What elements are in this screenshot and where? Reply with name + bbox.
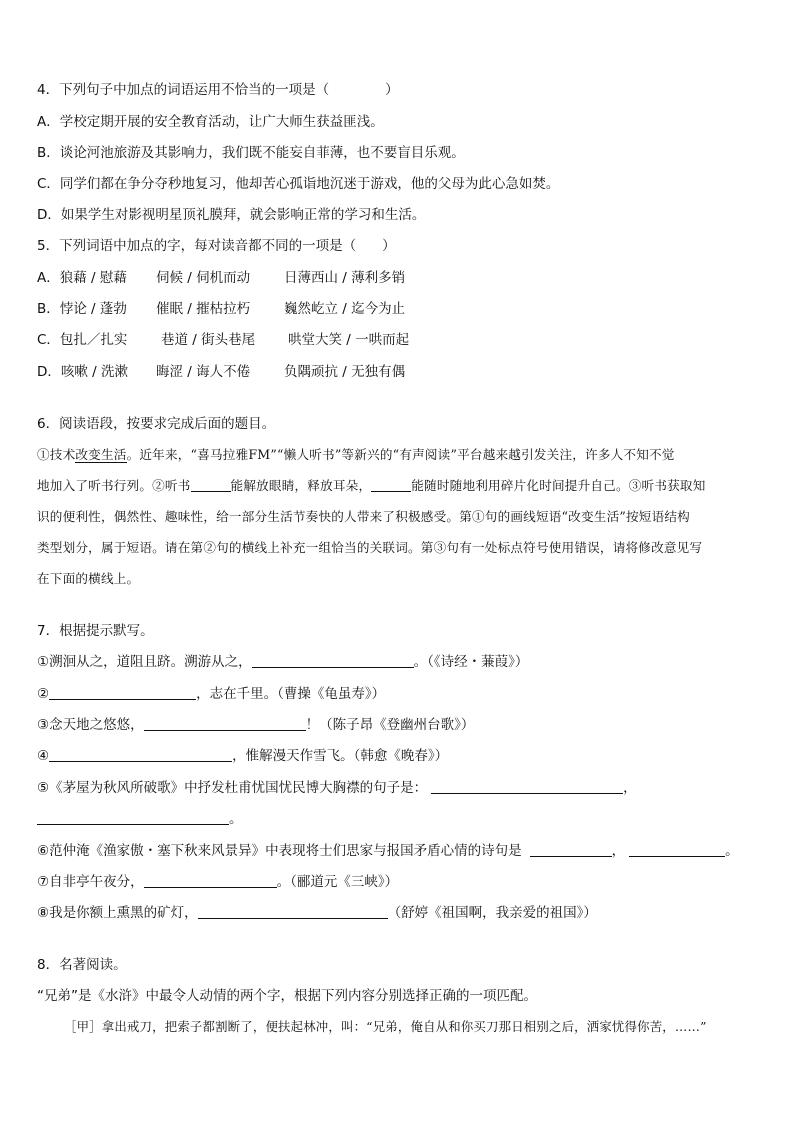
- q7-item-2: ② ，志在千里。（曹操《龟虽寿》）: [37, 686, 386, 702]
- q7-item-8: ⑧我是你额上熏黑的矿灯， （舒婷《祖国啊，我亲爱的祖国》）: [37, 905, 597, 921]
- q5-c-pair-1: C．包扎／扎实: [37, 332, 128, 348]
- q7-item-3: ③念天地之悠悠， ！（陈子昂《登幽州台歌》）: [37, 717, 475, 733]
- q5-b-pair-3: 巍然屹立 / 迄今为止: [284, 301, 406, 317]
- q5-a-pair-3: 日薄西山 / 薄利多销: [284, 270, 406, 286]
- q4-option-a: A．学校定期开展的安全教育活动，让广大师生获益匪浅。: [37, 114, 384, 130]
- q6-passage-line-1: ①技术改变生活。近年来，“喜马拉雅FM”“懒人听书”等新兴的“有声阅读”平台越来越引发关注，许多人不知不觉: [37, 447, 675, 462]
- q5-a-pair-2: 伺候 / 伺机而动: [156, 270, 251, 286]
- q4-option-d: D．如果学生对影视明星顶礼膜拜，就会影响正常的学习和生活。: [37, 207, 426, 223]
- q7-blank-8[interactable]: [198, 903, 388, 919]
- q7-item-5-cont: 。: [37, 809, 243, 829]
- q7-blank-6b[interactable]: [629, 841, 725, 857]
- q7-blank-1[interactable]: [252, 652, 414, 668]
- q5-b-pair-1: B．悖论 / 蓬勃: [37, 301, 127, 317]
- q7-item-6: ⑥范仲淹《渔家傲・塞下秋来风景异》中表现将士们思家与报国矛盾心情的诗句是 ， 。: [37, 843, 739, 859]
- q6-blank-2[interactable]: [371, 476, 411, 492]
- q7-blank-6a[interactable]: [530, 841, 612, 857]
- q7-blank-2[interactable]: [49, 684, 196, 700]
- q8-excerpt-jia: ［甲］拿出戒刀，把索子都割断了，便扶起林冲，叫：“兄弟，俺自从和你买刀那日相别之后，洒家忧得你苦，……”: [64, 1019, 707, 1034]
- q8-intro: “兄弟”是《水浒》中最令人动情的两个字，根据下列内容分别选择正确的一项匹配。: [37, 988, 537, 1004]
- q7-item-7: ⑦自非亭午夜分， 。（郦道元《三峡》）: [37, 874, 399, 890]
- q5-a-pair-1: A．狼藉 / 慰藉: [37, 270, 127, 286]
- q7-blank-5a[interactable]: [431, 778, 623, 794]
- q6-passage-line-3: 识的便利性，偶然性、趣味性，给一部分生活节奏快的人带来了积极感受。第①句的画线短语“改变生活”按短语结构: [37, 509, 690, 524]
- q7-blank-7[interactable]: [144, 872, 277, 888]
- q6-blank-1[interactable]: [191, 476, 231, 492]
- q8-stem: 8．名著阅读。: [37, 957, 127, 973]
- q4-option-b: B．谈论河池旅游及其影响力，我们既不能妄自菲薄，也不要盲目乐观。: [37, 145, 465, 161]
- q5-b-pair-2: 催眠 / 摧枯拉朽: [156, 301, 251, 317]
- q5-c-pair-3: 哄堂大笑 / 一哄而起: [288, 332, 410, 348]
- q4-stem: 4．下列句子中加点的词语运用不恰当的一项是（ ）: [37, 82, 399, 98]
- q5-stem: 5．下列词语中加点的字，每对读音都不同的一项是（ ）: [37, 238, 396, 254]
- q6-passage-line-5: 在下面的横线上。: [37, 571, 140, 586]
- q7-blank-3[interactable]: [144, 715, 306, 731]
- q5-d-pair-2: 晦涩 / 诲人不倦: [156, 364, 251, 380]
- q6-underlined-phrase: 改变生活: [75, 447, 127, 462]
- q7-item-5: ⑤《茅屋为秋风所破歌》中抒发杜甫忧国忧民博大胸襟的句子是： ，: [37, 780, 637, 796]
- q5-d-pair-3: 负隅顽抗 / 无独有偶: [284, 364, 406, 380]
- q6-passage-line-4: 类型划分，属于短语。请在第②句的横线上补充一组恰当的关联词。第③句有一处标点符号使用错误，请将修改意见写: [37, 540, 703, 555]
- q7-stem: 7．根据提示默写。: [37, 623, 154, 639]
- q5-c-pair-2: 巷道 / 街头巷尾: [161, 332, 256, 348]
- q6-stem: 6．阅读语段，按要求完成后面的题目。: [37, 416, 276, 432]
- q5-d-pair-1: D．咳嗽 / 洗漱: [37, 364, 129, 380]
- q4-option-c: C．同学们都在争分夺秒地复习，他却苦心孤诣地沉迷于游戏，他的父母为此心急如焚。: [37, 176, 560, 192]
- q6-passage-line-2: 地加入了听书行列。②听书 能解放眼睛，释放耳朵， 能随时随地利用碎片化时间提升自己。③听书获取知: [37, 478, 706, 493]
- q7-item-1: ①溯洄从之，道阻且跻。溯游从之， 。（《诗经・蒹葭》）: [37, 654, 529, 670]
- q7-item-4: ④ ，惟解漫天作雪飞。（韩愈《晚春》）: [37, 748, 449, 764]
- q7-blank-5b[interactable]: [37, 809, 229, 825]
- q7-blank-4[interactable]: [49, 746, 232, 762]
